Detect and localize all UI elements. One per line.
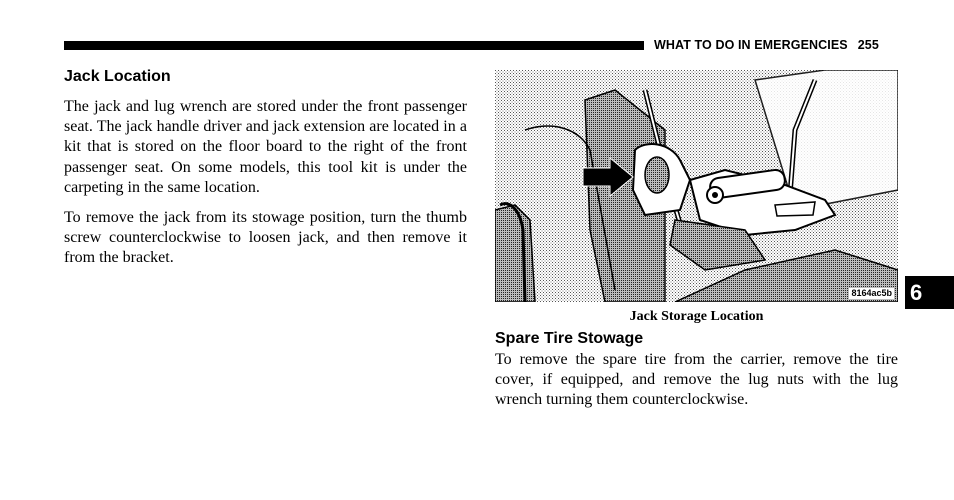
spare-tire-heading: Spare Tire Stowage: [495, 330, 644, 347]
figure-code: 8164ac5b: [851, 288, 892, 298]
jack-storage-drawing: [495, 70, 898, 302]
page-number: 255: [857, 38, 879, 52]
jack-storage-illustration: [495, 70, 898, 302]
running-header: [654, 38, 879, 52]
header-rule: [64, 41, 644, 50]
jack-location-heading: Jack Location: [64, 68, 171, 85]
chapter-tab: 6: [905, 276, 954, 309]
figure-caption: Jack Storage Location: [629, 309, 764, 324]
jack-location-body: [64, 97, 467, 279]
jack-location-paragraph-2: To remove the jack from its stowage position, turn the thumb screw counterclockwise to loosen jack, and then remove it from the bracket.: [64, 209, 467, 267]
spare-tire-body: To remove the spare tire from the carrier, remove the tire cover, if equipped, and remove the lug nuts with the lug wrench turning them counterclockwise.: [495, 351, 898, 409]
jack-location-paragraph-1: The jack and lug wrench are stored under the front passenger seat. The jack handle driver and jack extension are located in a kit that is stored on the floor board to the right of the front passenger seat. On some models, this tool kit is under the carpeting in the same location.: [64, 98, 467, 196]
section-title: WHAT TO DO IN EMERGENCIES: [654, 38, 848, 52]
